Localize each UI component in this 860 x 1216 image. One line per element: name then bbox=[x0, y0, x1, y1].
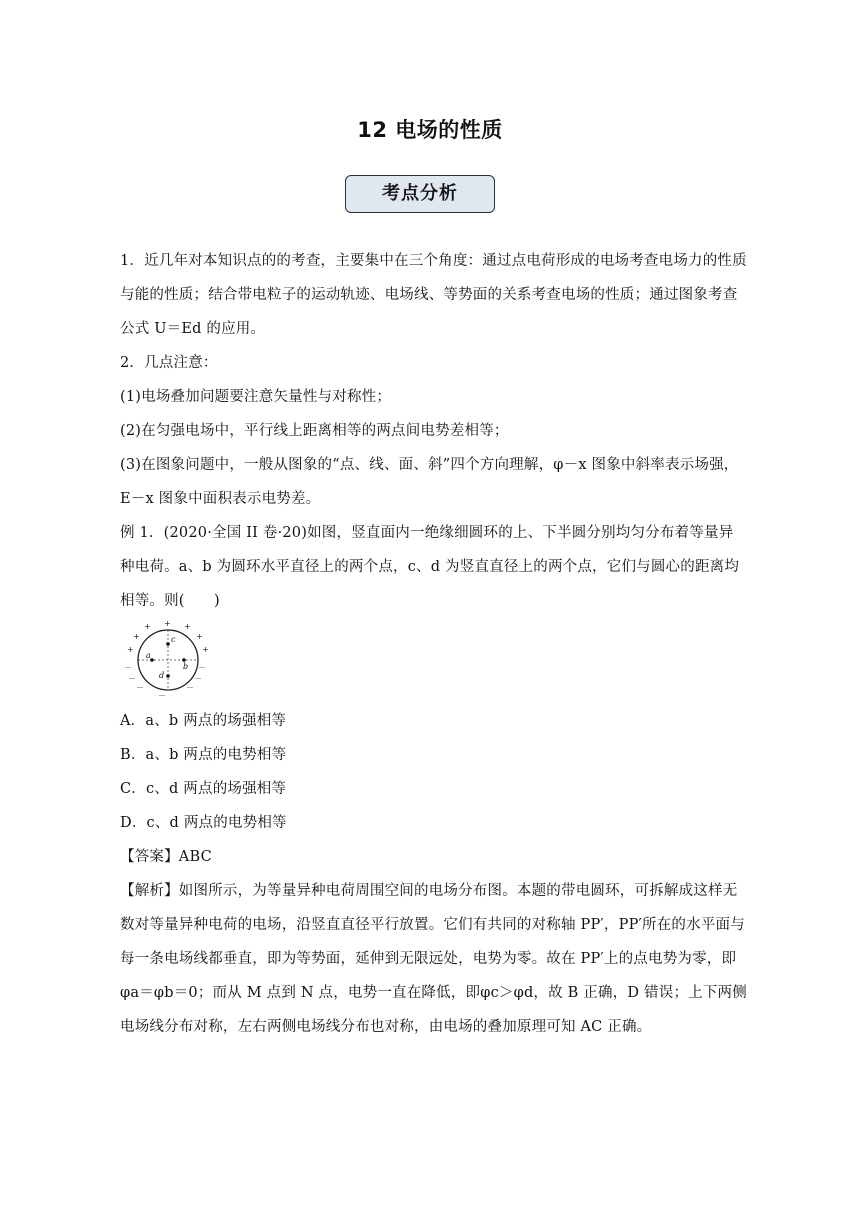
analysis: 【解析】如图所示，为等量异种电荷周围空间的电场分布图。本题的带电圆环，可拆解成这样无数对等量异种电荷的电场，沿竖直直径平行放置。它们有共同的对称轴 PP′，PP′所在的水平面与每一条电场线都垂直，即为等势面，延伸到无限远处，电势为零。故在 PP′上的点电势为零，即φa＝φb＝0；而从 M 点到 N 点，电势一直在降低，即φc＞φd，故 B 正确，D 错误；上下两侧电场线分布对称，左右两侧电场线分布也对称，由电场的叠加原理可知 AC 正确。 bbox=[120, 883, 747, 1035]
point-d bbox=[166, 674, 170, 678]
minus-sign: － bbox=[124, 663, 133, 672]
option-c: C．c、d 两点的场强相等 bbox=[120, 781, 287, 797]
plus-sign: + bbox=[184, 622, 191, 631]
paragraph-note-1: (1)电场叠加问题要注意矢量性与对称性； bbox=[120, 389, 392, 405]
paragraph-notes-heading: 2．几点注意： bbox=[120, 355, 218, 371]
answer: 【答案】ABC bbox=[120, 849, 212, 865]
paragraph-note-3: (3)在图象问题中，一般从图象的“点、线、面、斜”四个方向理解，φ－x 图象中斜率表示场强，E－x 图象中面积表示电势差。 bbox=[120, 457, 739, 507]
point-c bbox=[166, 642, 170, 646]
section-header bbox=[345, 175, 495, 213]
paragraph-intro: 1．近几年对本知识点的的考查，主要集中在三个角度：通过点电荷形成的电场考查电场力的性质与能的性质；结合带电粒子的运动轨迹、电场线、等势面的关系考查电场的性质；通过图象考查公式 U＝Ed 的应用。 bbox=[120, 253, 747, 337]
minus-sign: － bbox=[194, 674, 203, 683]
example-question: 例 1．(2020·全国 II 卷·20)如图，竖直面内一绝缘细圆环的上、下半圆分别均匀分布着等量异种电荷。a、b 为圆环水平直径上的两个点，c、d 为竖直直径上的两个点，它们与圆心的距离均相等。则( ) bbox=[120, 525, 740, 609]
minus-sign: － bbox=[186, 683, 195, 692]
label-b: b bbox=[183, 662, 189, 671]
minus-sign: － bbox=[136, 683, 145, 692]
minus-sign: － bbox=[128, 674, 137, 683]
plus-sign: + bbox=[127, 645, 134, 654]
plus-sign: + bbox=[196, 632, 203, 641]
label-a: a bbox=[146, 651, 151, 660]
main-content bbox=[120, 244, 748, 1044]
option-b: B．a、b 两点的电势相等 bbox=[120, 747, 287, 763]
option-a: A．a、b 两点的场强相等 bbox=[120, 713, 287, 729]
section-header-label: 考点分析 bbox=[382, 183, 458, 204]
minus-sign: － bbox=[158, 691, 167, 700]
charged-ring-figure bbox=[124, 619, 209, 700]
page-title: 12 电场的性质 bbox=[357, 118, 503, 142]
plus-sign: + bbox=[144, 622, 151, 631]
label-d: d bbox=[159, 671, 165, 680]
plus-sign: + bbox=[202, 645, 209, 654]
minus-sign: － bbox=[198, 663, 207, 672]
plus-sign: + bbox=[164, 619, 171, 628]
label-c: c bbox=[171, 635, 176, 644]
option-d: D．c、d 两点的电势相等 bbox=[120, 815, 287, 831]
plus-sign: + bbox=[133, 632, 140, 641]
paragraph-note-2: (2)在匀强电场中，平行线上距离相等的两点间电势差相等； bbox=[120, 423, 509, 439]
